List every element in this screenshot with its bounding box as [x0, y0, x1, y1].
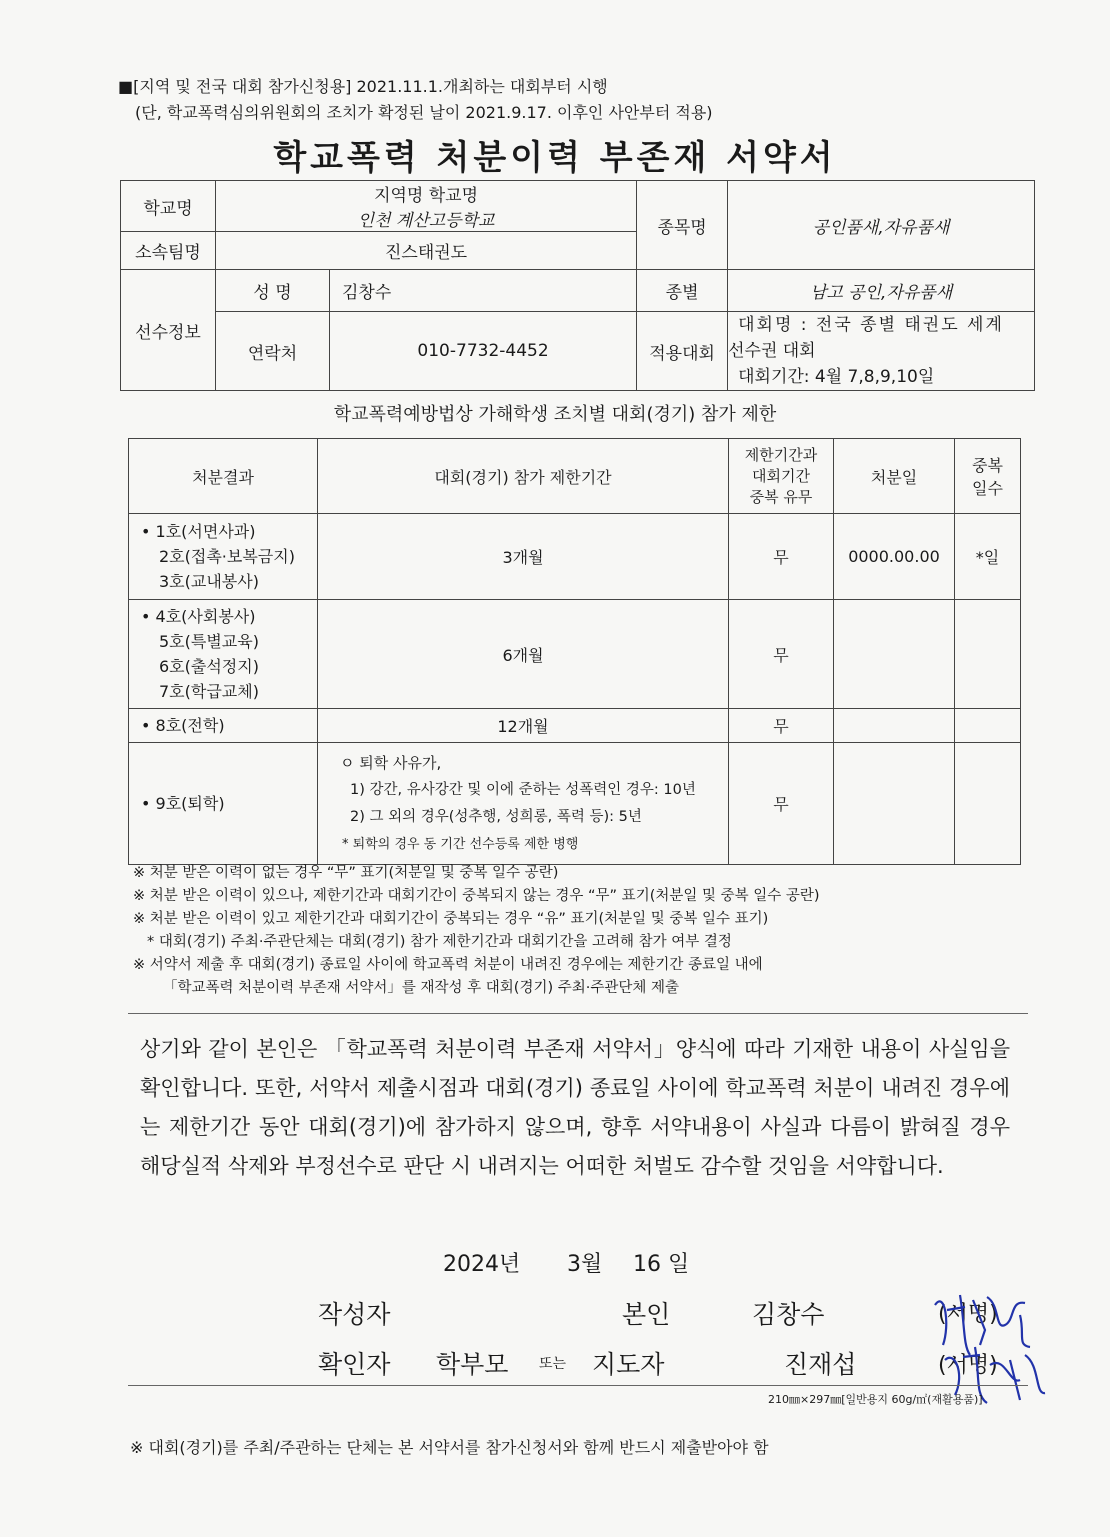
overlap-cell: 무	[729, 743, 834, 865]
school-hint: 지역명 학교명	[374, 186, 479, 206]
result-line: 5호(특별교육)	[159, 632, 259, 651]
self-label: 본인	[622, 1300, 671, 1329]
name-value: 김창수	[330, 270, 637, 312]
period-line: * 퇴학의 경우 동 기간 선수등록 제한 병행	[342, 836, 579, 852]
table-row	[129, 709, 1021, 743]
col-overlap-line-3: 중복 유무	[749, 487, 813, 506]
days-cell	[955, 743, 1021, 865]
note-line: 「학교폭력 처분이력 부존재 서약서」를 재작성 후 대회(경기) 주최·주관단체 제출	[163, 980, 680, 996]
restriction-table	[128, 438, 1021, 865]
note-line: ※ 처분 받은 이력이 있고 제한기간과 대회기간이 중복되는 경우 “유” 표기(처분일 및 중복 일수 표기)	[133, 911, 769, 927]
footer-note: ※ 대회(경기)를 주최/주관하는 단체는 본 서약서를 참가신청서와 함께 반드시 제출받아야 함	[130, 1438, 769, 1457]
school-value: 인천 계산고등학교	[357, 211, 495, 231]
pledge-body: 상기와 같이 본인은 「학교폭력 처분이력 부존재 서약서」양식에 따라 기재한 내용이 사실임을 확인합니다. 또한, 서약서 제출시점과 대회(경기) 종료일 사이에 학교폭력 처분이 내려진 경우에는 제한기간 동안 대회(경기)에 참가하지 않으며, 향후 서약내용이 사실과 다름이 밝혀질 경우 해당실적 삭제와 부정선수로 판단 시 내려지는 어떠한 처벌도 감수할 것임을 서약합니다.	[140, 1037, 1010, 1178]
result-cell	[129, 600, 318, 709]
table-row	[129, 514, 1021, 600]
notes	[133, 862, 820, 1000]
date-cell	[834, 600, 955, 709]
school-label: 학교명	[121, 181, 216, 232]
restriction-subtitle: 학교폭력예방법상 가해학생 조치별 대회(경기) 참가 제한	[333, 404, 777, 425]
event-label: 종목명	[637, 181, 728, 270]
overlap-cell: 무	[729, 600, 834, 709]
name-label: 성 명	[216, 270, 330, 312]
date-month: 3월	[567, 1252, 603, 1277]
competition-label: 적용대회	[637, 312, 728, 391]
competition-name-line-1: 대회명 : 전국 종별 태권도 세계	[738, 315, 1004, 335]
player-label: 선수정보	[121, 270, 216, 391]
info-table	[120, 180, 1035, 391]
note-line: * 대회(경기) 주최·주관단체는 대회(경기) 참가 제한기간과 대회기간을 고려해 참가 여부 결정	[147, 934, 732, 950]
overlap-cell: 무	[729, 709, 834, 743]
note-line: ※ 처분 받은 이력이 있으나, 제한기간과 대회기간이 중복되지 않는 경우 “무” 표기(처분일 및 중복 일수 공란)	[133, 888, 820, 904]
writer-name: 김창수	[752, 1300, 825, 1329]
competition-value	[728, 312, 1035, 391]
result-cell: • 8호(전학)	[129, 709, 318, 743]
period-cell: 12개월	[318, 709, 729, 743]
category-value: 남고 공인,자유품새	[728, 270, 1035, 312]
col-overlap	[729, 439, 834, 514]
result-line: 3호(교내봉사)	[159, 572, 259, 591]
period-cell: 6개월	[318, 600, 729, 709]
event-value: 공인품새,자유품새	[728, 181, 1035, 270]
table-row	[129, 743, 1021, 865]
paper-spec: 210㎜×297㎜[일반용지 60g/㎡(재활용품)]	[768, 1393, 983, 1406]
header-line-2: (단, 학교폭력심의위원회의 조치가 확정된 날이 2021.9.17. 이후인 사안부터 적용)	[135, 103, 713, 122]
col-days	[955, 439, 1021, 514]
col-date: 처분일	[834, 439, 955, 514]
result-cell: • 9호(퇴학)	[129, 743, 318, 865]
col-period: 대회(경기) 참가 제한기간	[318, 439, 729, 514]
competition-name-line-2: 선수권 대회	[728, 341, 816, 361]
header-line-1: ■[지역 및 전국 대회 참가신청용] 2021.11.1.개최하는 대회부터 시행	[118, 77, 608, 96]
col-overlap-line-2: 대회기간	[752, 466, 810, 485]
result-line: 7호(학급교체)	[159, 682, 259, 701]
note-line: ※ 서약서 제출 후 대회(경기) 종료일 사이에 학교폭력 처분이 내려진 경우에는 제한기간 종료일 내에	[133, 957, 763, 973]
result-line: 2호(접촉·보복금지)	[159, 547, 295, 566]
table-row	[129, 600, 1021, 709]
period-line: 1) 강간, 유사강간 및 이에 준하는 성폭력인 경우: 10년	[350, 781, 696, 798]
coach-label: 지도자	[592, 1350, 665, 1379]
col-days-line-2: 일수	[972, 479, 1003, 498]
result-line: • 1호(서면사과)	[141, 522, 256, 541]
col-days-line-1: 중복	[972, 456, 1003, 475]
confirm-name: 진재섭	[784, 1350, 857, 1379]
date-cell	[834, 743, 955, 865]
team-label: 소속팀명	[121, 232, 216, 270]
result-cell	[129, 514, 318, 600]
or-label: 또는	[539, 1356, 567, 1372]
col-result: 처분결과	[129, 439, 318, 514]
team-value: 진스태권도	[216, 232, 637, 270]
result-line: • 4호(사회봉사)	[141, 607, 256, 626]
period-cell	[318, 743, 729, 865]
school-cell	[216, 181, 637, 232]
contact-label: 연락처	[216, 312, 330, 391]
category-label: 종별	[637, 270, 728, 312]
period-line: 2) 그 외의 경우(성추행, 성희롱, 폭력 등): 5년	[350, 808, 642, 825]
date-year: 2024년	[443, 1252, 521, 1277]
date-cell	[834, 709, 955, 743]
sign-label-2: (서명)	[938, 1353, 998, 1378]
date-day: 16 일	[633, 1252, 690, 1277]
overlap-cell: 무	[729, 514, 834, 600]
days-cell	[955, 600, 1021, 709]
result-line: 6호(출석정지)	[159, 657, 259, 676]
parent-label: 학부모	[436, 1350, 509, 1379]
period-cell: 3개월	[318, 514, 729, 600]
writer-label: 작성자	[318, 1300, 391, 1329]
col-overlap-line-1: 제한기간과	[744, 445, 818, 464]
divider	[128, 1385, 1028, 1386]
document-title: 학교폭력 처분이력 부존재 서약서	[273, 138, 837, 178]
days-cell: *일	[955, 514, 1021, 600]
sign-label-1: (서명)	[938, 1302, 998, 1327]
days-cell	[955, 709, 1021, 743]
divider	[128, 1013, 1028, 1014]
contact-value: 010-7732-4452	[330, 312, 637, 391]
period-line: ㅇ 퇴학 사유가,	[340, 753, 442, 772]
confirm-label: 확인자	[318, 1350, 391, 1379]
date-cell: 0000.00.00	[834, 514, 955, 600]
competition-period: 대회기간: 4월 7,8,9,10일	[738, 367, 935, 387]
note-line: ※ 처분 받은 이력이 없는 경우 “무” 표기(처분일 및 중복 일수 공란)	[133, 865, 559, 881]
